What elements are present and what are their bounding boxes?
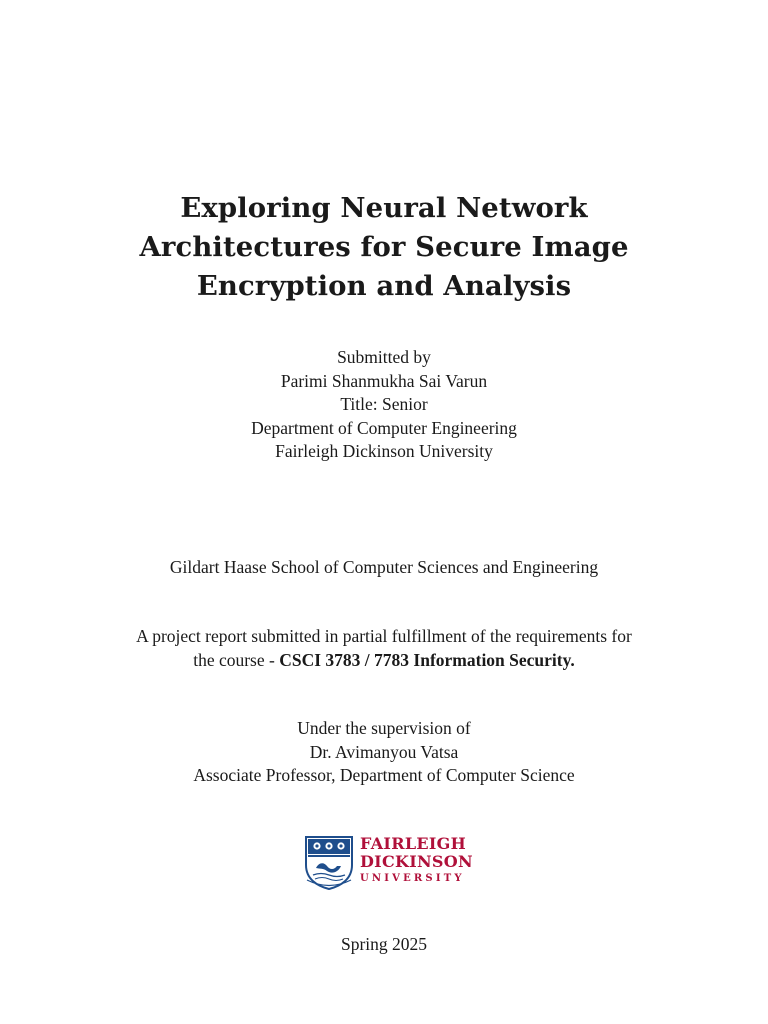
submission-block — [0, 346, 768, 464]
author-name: Parimi Shanmukha Sai Varun — [280, 370, 488, 391]
shield-icon — [303, 835, 355, 891]
term: Spring 2025 — [340, 934, 428, 954]
author-title: Title: Senior — [340, 394, 428, 414]
supervision-block — [0, 717, 768, 788]
supervisor-position: Associate Professor, Department of Computer Science — [193, 765, 575, 785]
university-logo — [303, 834, 473, 891]
logo-line-3: UNIVERSITY — [360, 873, 465, 884]
report-course-prefix: the course - — [193, 649, 280, 670]
author-department: Department of Computer Engineering — [251, 417, 517, 438]
title-line-2: Architectures for Secure Image — [139, 231, 629, 263]
title-line-3: Encryption and Analysis — [196, 270, 572, 302]
submitted-by-label: Submitted by — [337, 347, 431, 367]
logo-wordmark — [360, 835, 473, 886]
supervisor-name: Dr. Avimanyou Vatsa — [309, 741, 459, 762]
report-line-2 — [0, 649, 768, 673]
course-name: CSCI 3783 / 7783 Information Security. — [279, 649, 575, 670]
report-statement — [0, 625, 768, 672]
author-university: Fairleigh Dickinson University — [275, 441, 493, 461]
logo-line-2: DICKINSON — [360, 852, 473, 871]
school-name: Gildart Haase School of Computer Sciences and Engineering — [169, 557, 599, 577]
report-line-1: A project report submitted in partial fulfillment of the requirements for — [136, 626, 632, 646]
logo-line-1: FAIRLEIGH — [360, 834, 467, 853]
title-line-1: Exploring Neural Network — [180, 192, 588, 224]
report-title — [0, 189, 768, 306]
supervision-intro: Under the supervision of — [297, 718, 471, 738]
